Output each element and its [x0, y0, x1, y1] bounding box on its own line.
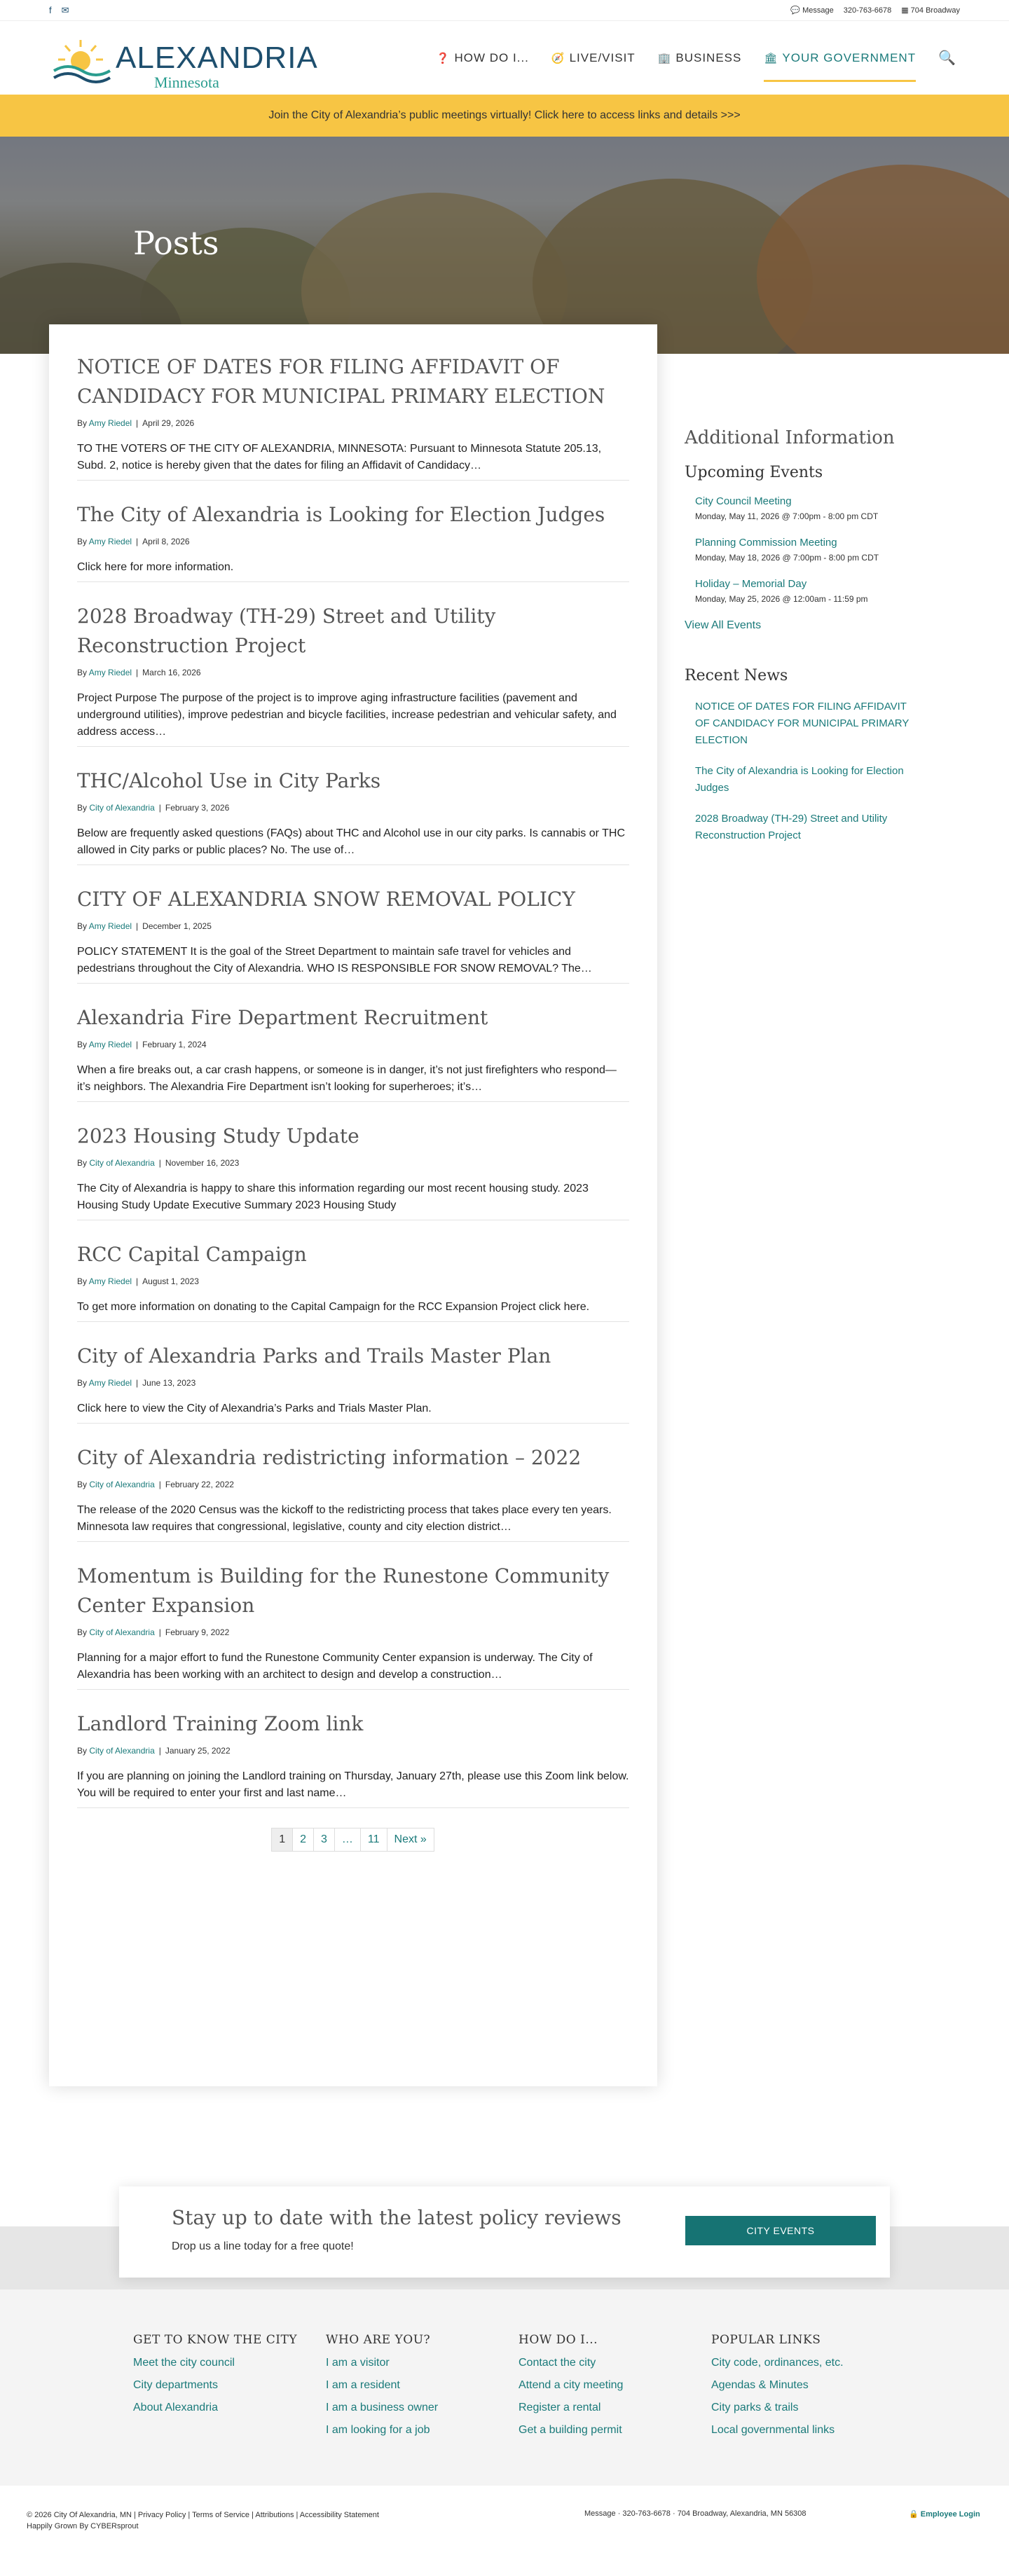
post-excerpt: When a fire breaks out, a car crash happens, or someone is in danger, it’s not just firefighters who respond—it’s neighbors. The Alexandria Fire Department isn’t looking for superheroes; it’s…: [77, 1064, 617, 1093]
post-item: [77, 1240, 629, 1322]
event-title-link[interactable]: Planning Commission Meeting: [695, 537, 837, 549]
message-link[interactable]: 💬 Message: [790, 6, 834, 15]
post-date: March 16, 2026: [142, 668, 201, 677]
post-date: February 1, 2024: [142, 1040, 207, 1049]
address-link[interactable]: ▦ 704 Broadway: [901, 6, 960, 15]
announcement-banner[interactable]: [0, 95, 1009, 137]
post-excerpt: Click here for more information.: [77, 561, 234, 573]
meta-separator: |: [136, 537, 139, 546]
post-title[interactable]: THC/Alcohol Use in City Parks: [77, 769, 381, 792]
post-title[interactable]: Momentum is Building for the Runestone Community Center Expansion: [77, 1564, 610, 1617]
post-excerpt: The release of the 2020 Census was the kickoff to the redistricting process that takes place every ten years. Minnesota law requires that congressional, legislative, county and city election district…: [77, 1504, 612, 1533]
post-by: By: [77, 1158, 88, 1168]
post-author-link[interactable]: Amy Riedel: [88, 921, 132, 931]
post-date: February 22, 2022: [165, 1480, 234, 1489]
post-item: [77, 602, 629, 747]
meta-separator: |: [136, 1276, 139, 1286]
post-date: April 29, 2026: [142, 418, 195, 428]
post-item: [77, 766, 629, 865]
footer-column-title: GET TO KNOW THE CITY: [133, 2333, 298, 2347]
employee-login-link[interactable]: 🔒 Employee Login: [909, 2510, 980, 2519]
post-meta: [77, 1480, 629, 1489]
post-by: By: [77, 921, 88, 931]
post-date: June 13, 2023: [142, 1378, 196, 1388]
footer-column-title: WHO ARE YOU?: [326, 2333, 431, 2347]
page-link[interactable]: 1: [271, 1828, 293, 1852]
post-item: [77, 1122, 629, 1220]
post-date: November 16, 2023: [165, 1158, 240, 1168]
contact-links: [790, 6, 960, 15]
footer: [0, 2289, 1009, 2486]
post-excerpt: Project Purpose The purpose of the project is to improve aging infrastructure facilities (pavement and underground utilities), improve pedestrian and bicycle facilities, increase pedestrian and vehicular safety, and address access…: [77, 692, 617, 738]
nav-live-visit[interactable]: 🧭 LIVE/VISIT: [551, 50, 636, 64]
chat-icon: 💬: [790, 6, 801, 15]
post-date: February 3, 2026: [165, 803, 230, 813]
recent-news-heading: Recent News: [685, 667, 788, 684]
post-meta: [77, 1746, 629, 1756]
cta-subtitle: Drop us a line today for a free quote!: [172, 2240, 354, 2252]
cta-title: Stay up to date with the latest policy reviews: [172, 2206, 622, 2229]
post-date: January 25, 2022: [165, 1746, 231, 1756]
footer-link[interactable]: About Alexandria: [133, 2402, 218, 2413]
post-by: By: [77, 1480, 88, 1489]
post-by: By: [77, 1627, 88, 1637]
meta-separator: |: [136, 668, 139, 677]
post-by: By: [77, 1378, 88, 1388]
post-meta: [77, 1627, 629, 1637]
footer-link[interactable]: I am a resident: [326, 2379, 400, 2391]
meta-separator: |: [158, 1627, 161, 1637]
facebook-icon[interactable]: f: [49, 4, 52, 15]
social-links: [49, 5, 69, 16]
next-page-link[interactable]: Next »: [387, 1828, 434, 1852]
logo-name: ALEXANDRIA: [116, 40, 318, 75]
meta-separator: |: [158, 1746, 161, 1756]
post-author-link[interactable]: Amy Riedel: [88, 1378, 132, 1388]
post-author-link[interactable]: City of Alexandria: [89, 803, 155, 813]
nav-your-government[interactable]: 🏛 YOUR GOVERNMENT: [764, 21, 916, 95]
post-excerpt: The City of Alexandria is happy to share this information regarding our most recent housing study. 2023 Housing Study Update Executive Summary 2023 Housing Study: [77, 1183, 589, 1211]
search-button[interactable]: [938, 21, 956, 95]
post-date: August 1, 2023: [142, 1276, 199, 1286]
footer-link[interactable]: Register a rental: [519, 2402, 601, 2413]
footer-link[interactable]: I am a visitor: [326, 2357, 390, 2369]
post-author-link[interactable]: Amy Riedel: [88, 668, 132, 677]
page-title: Posts: [133, 224, 219, 262]
post-item: [77, 885, 629, 984]
post-title[interactable]: City of Alexandria Parks and Trails Master Plan: [77, 1344, 551, 1368]
post-meta: [77, 1378, 629, 1388]
question-icon: ❓: [436, 52, 451, 64]
post-author-link[interactable]: City of Alexandria: [89, 1746, 155, 1756]
post-excerpt: Below are frequently asked questions (FAQs) about THC and Alcohol use in our city parks. Is cannabis or THC allowed in City parks or public places? No. The use of…: [77, 827, 626, 856]
search-icon: 🔍: [938, 50, 956, 66]
meta-separator: |: [136, 921, 139, 931]
post-excerpt: To get more information on donating to the Capital Campaign for the RCC Expansion Project click here.: [77, 1301, 590, 1313]
post-author-link[interactable]: Amy Riedel: [88, 537, 132, 546]
event-title-link[interactable]: City Council Meeting: [695, 495, 792, 507]
pagination: [77, 1828, 629, 1852]
meta-separator: |: [158, 1480, 161, 1489]
main-nav: [437, 21, 956, 95]
footer-link[interactable]: City code, ordinances, etc.: [711, 2357, 844, 2369]
footer-link[interactable]: Get a building permit: [519, 2424, 622, 2436]
post-item: [77, 1562, 629, 1690]
footer-link[interactable]: I am looking for a job: [326, 2424, 430, 2436]
post-meta: [77, 1276, 629, 1286]
post-meta: [77, 803, 629, 813]
post-excerpt: Click here to view the City of Alexandria’s Parks and Trials Master Plan.: [77, 1403, 432, 1414]
news-link[interactable]: NOTICE OF DATES FOR FILING AFFIDAVIT OF CANDIDACY FOR MUNICIPAL PRIMARY ELECTION: [695, 701, 910, 746]
post-title[interactable]: 2023 Housing Study Update: [77, 1124, 359, 1148]
footer-contact[interactable]: Message · 320-763-6678 · 704 Broadway, Alexandria, MN 56308: [584, 2509, 806, 2518]
page-link: …: [334, 1828, 361, 1852]
meta-separator: |: [158, 803, 161, 813]
post-by: By: [77, 537, 88, 546]
lock-icon: 🔒: [909, 2510, 919, 2519]
footer-column-title: POPULAR LINKS: [711, 2333, 821, 2347]
sun-wave-icon: [53, 36, 116, 85]
site-header: [0, 21, 1009, 95]
post-excerpt: If you are planning on joining the Landlord training on Thursday, January 27th, please use this Zoom link below. You will be required to enter your first and last name…: [77, 1770, 629, 1799]
post-title[interactable]: RCC Capital Campaign: [77, 1243, 307, 1266]
post-meta: [77, 537, 629, 546]
post-date: December 1, 2025: [142, 921, 212, 931]
post-by: By: [77, 1276, 88, 1286]
government-icon: 🏛: [764, 52, 778, 64]
footer-link[interactable]: Meet the city council: [133, 2357, 235, 2369]
copyright: © 2026 City Of Alexandria, MN | Privacy Policy | Terms of Service | Attributions | Accessibility Statement Happily Grown By CYBERsprout: [27, 2511, 379, 2530]
post-title[interactable]: The City of Alexandria is Looking for Election Judges: [77, 503, 605, 526]
map-icon: ▦: [901, 6, 909, 15]
upcoming-events-heading: Upcoming Events: [685, 464, 823, 481]
post-title[interactable]: 2028 Broadway (TH-29) Street and Utility Reconstruction Project: [77, 605, 496, 657]
post-excerpt: POLICY STATEMENT It is the goal of the Street Department to maintain safe travel for vehicles and pedestrians throughout the City of Alexandria. WHO IS RESPONSIBLE FOR SNOW REMOVAL? The…: [77, 946, 592, 974]
post-author-link[interactable]: City of Alexandria: [89, 1158, 155, 1168]
footer-column: [326, 2333, 501, 2446]
meta-separator: |: [136, 1378, 139, 1388]
post-item: [77, 1003, 629, 1102]
event-date: Monday, May 25, 2026 @ 12:00am - 11:59 pm: [695, 594, 868, 604]
post-item: [77, 352, 629, 481]
post-meta: [77, 1158, 629, 1168]
post-item: [77, 500, 629, 582]
footer-column-title: HOW DO I...: [519, 2333, 598, 2347]
footer-link[interactable]: City departments: [133, 2379, 218, 2391]
page-link[interactable]: 11: [360, 1828, 387, 1852]
nav-business[interactable]: 🏢 BUSINESS: [657, 50, 742, 64]
post-author-link[interactable]: City of Alexandria: [89, 1480, 155, 1489]
logo-subtitle: Minnesota: [154, 73, 219, 91]
announcement-text: Join the City of Alexandria’s public meetings virtually! Click here to access links and details >>>: [268, 109, 741, 121]
email-icon[interactable]: ✉: [61, 4, 69, 15]
news-link[interactable]: 2028 Broadway (TH-29) Street and Utility Reconstruction Project: [695, 813, 888, 841]
footer-column: [133, 2333, 308, 2424]
post-by: By: [77, 1746, 88, 1756]
event-date: Monday, May 18, 2026 @ 7:00pm - 8:00 pm CDT: [695, 553, 879, 563]
sidebar: [685, 427, 916, 858]
footer-link[interactable]: I am a business owner: [326, 2402, 439, 2413]
posts-list: [49, 324, 657, 2086]
compass-icon: 🧭: [551, 52, 565, 64]
sidebar-title: Additional Information: [685, 427, 895, 448]
event-item: [695, 495, 916, 521]
footer-link[interactable]: Attend a city meeting: [519, 2379, 624, 2391]
event-date: Monday, May 11, 2026 @ 7:00pm - 8:00 pm CDT: [695, 511, 879, 521]
site-logo[interactable]: [53, 30, 318, 91]
footer-link[interactable]: Local governmental links: [711, 2424, 835, 2436]
post-title[interactable]: Landlord Training Zoom link: [77, 1712, 364, 1735]
post-title[interactable]: City of Alexandria redistricting information – 2022: [77, 1446, 582, 1469]
cta-box: [119, 2186, 890, 2278]
post-date: February 9, 2022: [165, 1627, 230, 1637]
meta-separator: |: [158, 1158, 161, 1168]
news-link[interactable]: The City of Alexandria is Looking for Election Judges: [695, 765, 904, 794]
post-title[interactable]: NOTICE OF DATES FOR FILING AFFIDAVIT OF CANDIDACY FOR MUNICIPAL PRIMARY ELECTION: [77, 355, 605, 408]
view-all-events-link[interactable]: View All Events: [685, 619, 762, 631]
post-meta: [77, 921, 629, 931]
event-title-link[interactable]: Holiday – Memorial Day: [695, 578, 807, 590]
city-events-button[interactable]: CITY EVENTS: [685, 2216, 876, 2245]
footer-link[interactable]: City parks & trails: [711, 2402, 799, 2413]
post-excerpt: Planning for a major effort to fund the Runestone Community Center expansion is underway. The City of Alexandria has been working with an architect to design and develop a construction…: [77, 1652, 593, 1681]
meta-separator: |: [136, 418, 139, 428]
footer-column: [519, 2333, 694, 2446]
post-by: By: [77, 668, 88, 677]
post-date: April 8, 2026: [142, 537, 190, 546]
building-icon: 🏢: [657, 52, 672, 64]
footer-link[interactable]: Agendas & Minutes: [711, 2379, 809, 2391]
post-author-link[interactable]: Amy Riedel: [88, 1040, 132, 1049]
utility-bar: [0, 0, 1009, 21]
post-meta: [77, 418, 629, 428]
post-meta: [77, 668, 629, 677]
event-item: [695, 578, 916, 604]
post-title[interactable]: CITY OF ALEXANDRIA SNOW REMOVAL POLICY: [77, 888, 575, 911]
post-by: By: [77, 1040, 88, 1049]
post-title[interactable]: Alexandria Fire Department Recruitment: [77, 1006, 488, 1029]
post-author-link[interactable]: City of Alexandria: [89, 1627, 155, 1637]
event-item: [695, 537, 916, 563]
post-by: By: [77, 418, 88, 428]
post-author-link[interactable]: Amy Riedel: [88, 418, 132, 428]
post-item: [77, 1709, 629, 1808]
hero-banner: [0, 137, 1009, 354]
post-author-link[interactable]: Amy Riedel: [88, 1276, 132, 1286]
post-by: By: [77, 803, 88, 813]
phone-link[interactable]: 320-763-6678: [843, 6, 892, 15]
post-item: [77, 1443, 629, 1542]
post-meta: [77, 1040, 629, 1049]
meta-separator: |: [136, 1040, 139, 1049]
post-excerpt: TO THE VOTERS OF THE CITY OF ALEXANDRIA, MINNESOTA: Pursuant to Minnesota Statute 205.13, Subd. 2, notice is hereby given that the dates for filing an Affidavit of Candidacy…: [77, 443, 602, 471]
post-item: [77, 1342, 629, 1424]
page-link[interactable]: 3: [313, 1828, 335, 1852]
footer-link[interactable]: Contact the city: [519, 2357, 596, 2369]
footer-bottom: [0, 2486, 1009, 2576]
footer-column: [711, 2333, 886, 2446]
nav-how-do-i[interactable]: ❓ HOW DO I...: [436, 50, 529, 64]
page-link[interactable]: 2: [292, 1828, 314, 1852]
